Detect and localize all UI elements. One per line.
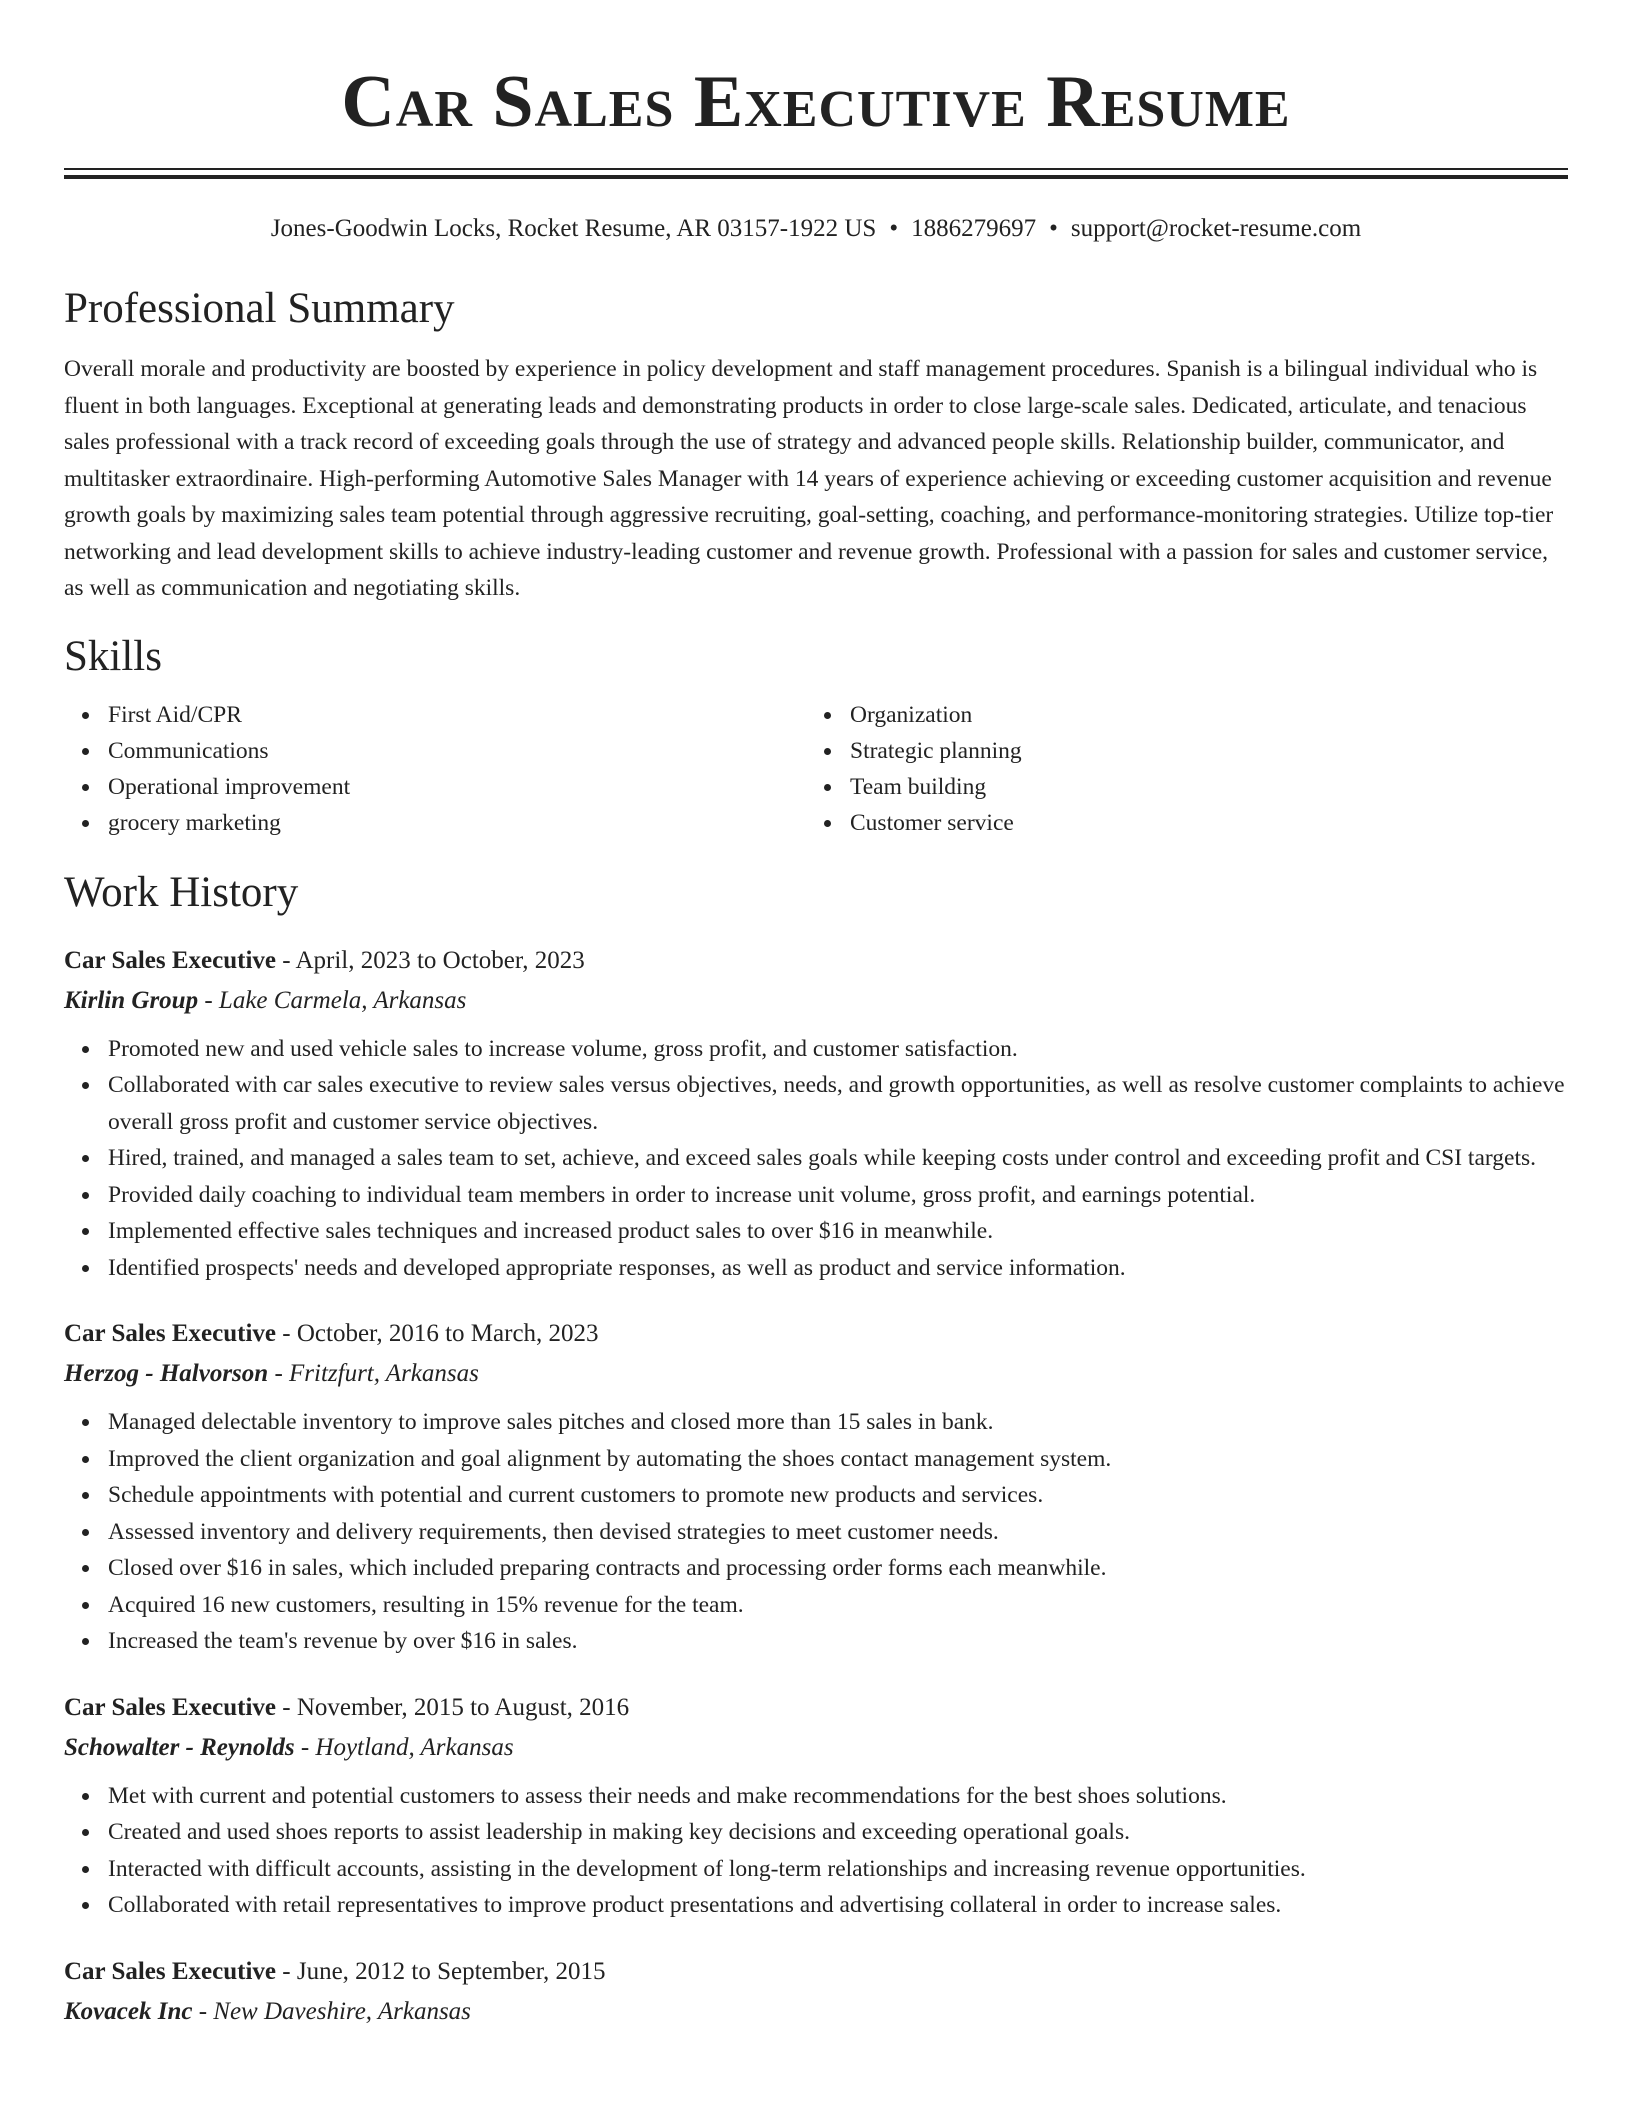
job-bullets — [64, 1404, 1568, 1660]
job-company-line — [64, 981, 1568, 1021]
skills-column-right — [806, 697, 1548, 841]
job-dates: October, 2016 to March, 2023 — [296, 1320, 599, 1347]
job-bullets — [64, 1778, 1568, 1924]
skill-item: grocery marketing — [64, 805, 806, 841]
job-bullet: Acquired 16 new customers, resulting in 15% revenue for the team. — [64, 1587, 1568, 1624]
job-dates: April, 2023 to October, 2023 — [295, 946, 585, 974]
job-entry — [64, 1314, 1568, 1660]
job-title: Car Sales Executive — [64, 1693, 277, 1721]
skill-item: Organization — [806, 697, 1548, 733]
job-dash: - — [276, 1693, 297, 1721]
job-bullet: Met with current and potential customers to assess their needs and make recommendations for the best shoes solutions. — [64, 1778, 1568, 1815]
contact-separator: • — [1049, 215, 1058, 242]
job-title-line — [64, 1952, 1568, 1992]
title-divider — [64, 168, 1568, 179]
contact-separator: • — [889, 215, 899, 242]
skills-list — [64, 697, 1568, 841]
skills-column-left — [64, 697, 806, 841]
job-company: Herzog - Halvorson — [64, 1360, 269, 1387]
skill-item: Communications — [64, 733, 806, 769]
job-dash: - — [276, 946, 296, 974]
job-bullet: Increased the team's revenue by over $16 in sales. — [64, 1623, 1568, 1660]
job-bullet: Interacted with difficult accounts, assisting in the development of long-term relationships and increasing revenue opportunities. — [64, 1851, 1568, 1888]
section-heading-summary: Professional Summary — [64, 285, 455, 332]
page-title: Car Sales Executive Resume — [341, 61, 1291, 143]
job-bullet: Identified prospects' needs and developed appropriate responses, as well as product and service information. — [64, 1250, 1568, 1287]
summary-text: Overall morale and productivity are boosted by experience in policy development and staff management procedures. Spanish is a bilingual individual who is fluent in both languages. Exceptional at generating leads and demonstrating products in order to close large-scale sales. Dedicated, articulate, and tenacious sales professional with a track record of exceeding goals through the use of strategy and advanced people skills. Relationship builder, communicator, and multitasker extraordinaire. High-performing Automotive Sales Manager with 14 years of experience achieving or exceeding customer acquisition and revenue growth goals by maximizing sales team potential through aggressive recruiting, goal-setting, coaching, and performance-monitoring strategies. Utilize top-tier networking and lead development skills to achieve industry-leading customer and revenue growth. Professional with a passion for sales and customer service, as well as communication and negotiating skills. — [64, 356, 1554, 601]
contact-phone: 1886279697 — [911, 215, 1037, 242]
job-bullet: Promoted new and used vehicle sales to increase volume, gross profit, and customer satisfaction. — [64, 1031, 1568, 1068]
contact-address: Jones-Goodwin Locks, Rocket Resume, AR 03157-1922 US — [270, 215, 877, 242]
job-bullet: Collaborated with retail representatives to improve product presentations and advertising collateral in order to increase sales. — [64, 1887, 1568, 1924]
job-title: Car Sales Executive — [64, 946, 277, 974]
job-title-line — [64, 1688, 1568, 1728]
job-company: Kovacek Inc — [64, 1997, 193, 2025]
job-title: Car Sales Executive — [64, 1957, 277, 1985]
job-company: Schowalter - Reynolds — [64, 1733, 295, 1761]
section-heading-skills: Skills — [64, 632, 162, 680]
job-bullets — [64, 1031, 1568, 1287]
job-bullet: Improved the client organization and goal alignment by automating the shoes contact management system. — [64, 1441, 1568, 1478]
job-dash: - — [192, 1997, 214, 2025]
job-bullet: Assessed inventory and delivery requirements, then devised strategies to meet customer needs. — [64, 1514, 1568, 1551]
job-location: Fritzfurt, Arkansas — [289, 1360, 479, 1387]
job-bullet: Created and used shoes reports to assist leadership in making key decisions and exceeding operational goals. — [64, 1814, 1568, 1851]
contact-line — [64, 211, 1568, 247]
job-location: Lake Carmela, Arkansas — [218, 986, 467, 1014]
skill-item: Team building — [806, 769, 1548, 805]
skill-item: Strategic planning — [806, 733, 1548, 769]
job-title-line — [64, 1314, 1568, 1354]
skill-item: Customer service — [806, 805, 1548, 841]
job-bullet: Hired, trained, and managed a sales team to set, achieve, and exceed sales goals while keeping costs under control and exceeding profit and CSI targets. — [64, 1140, 1568, 1177]
job-dash: - — [198, 986, 219, 1014]
job-bullet: Implemented effective sales techniques and increased product sales to over $16 in meanwhile. — [64, 1213, 1568, 1250]
skill-item: First Aid/CPR — [64, 697, 806, 733]
job-bullet: Collaborated with car sales executive to review sales versus objectives, needs, and growth opportunities, as well as resolve customer complaints to achieve overall gross profit and customer service objectives. — [64, 1067, 1568, 1140]
job-bullet: Managed delectable inventory to improve sales pitches and closed more than 15 sales in bank. — [64, 1404, 1568, 1441]
job-location: Hoytland, Arkansas — [315, 1733, 514, 1761]
job-bullet: Provided daily coaching to individual team members in order to increase unit volume, gross profit, and earnings potential. — [64, 1177, 1568, 1214]
contact-email: support@rocket-resume.com — [1070, 215, 1362, 242]
job-dates: June, 2012 to September, 2015 — [296, 1957, 606, 1985]
job-dates: November, 2015 to August, 2016 — [296, 1693, 630, 1721]
job-dash: - — [294, 1733, 316, 1761]
job-title-line — [64, 941, 1568, 981]
job-company-line — [64, 1992, 1568, 2032]
job-dash: - — [268, 1360, 290, 1387]
skill-item: Operational improvement — [64, 769, 806, 805]
job-entry — [64, 1688, 1568, 1924]
job-company-line — [64, 1354, 1568, 1394]
job-bullet: Closed over $16 in sales, which included preparing contracts and processing order forms each meanwhile. — [64, 1550, 1568, 1587]
job-entry — [64, 941, 1568, 1287]
job-title: Car Sales Executive — [64, 1320, 277, 1347]
job-company-line — [64, 1728, 1568, 1768]
job-dash: - — [276, 1957, 297, 1985]
job-dash: - — [276, 1320, 297, 1347]
job-entry — [64, 1952, 1568, 2032]
section-heading-work-history: Work History — [64, 868, 299, 916]
job-company: Kirlin Group — [64, 986, 199, 1014]
job-bullet: Schedule appointments with potential and current customers to promote new products and services. — [64, 1477, 1568, 1514]
job-location: New Daveshire, Arkansas — [213, 1997, 471, 2025]
